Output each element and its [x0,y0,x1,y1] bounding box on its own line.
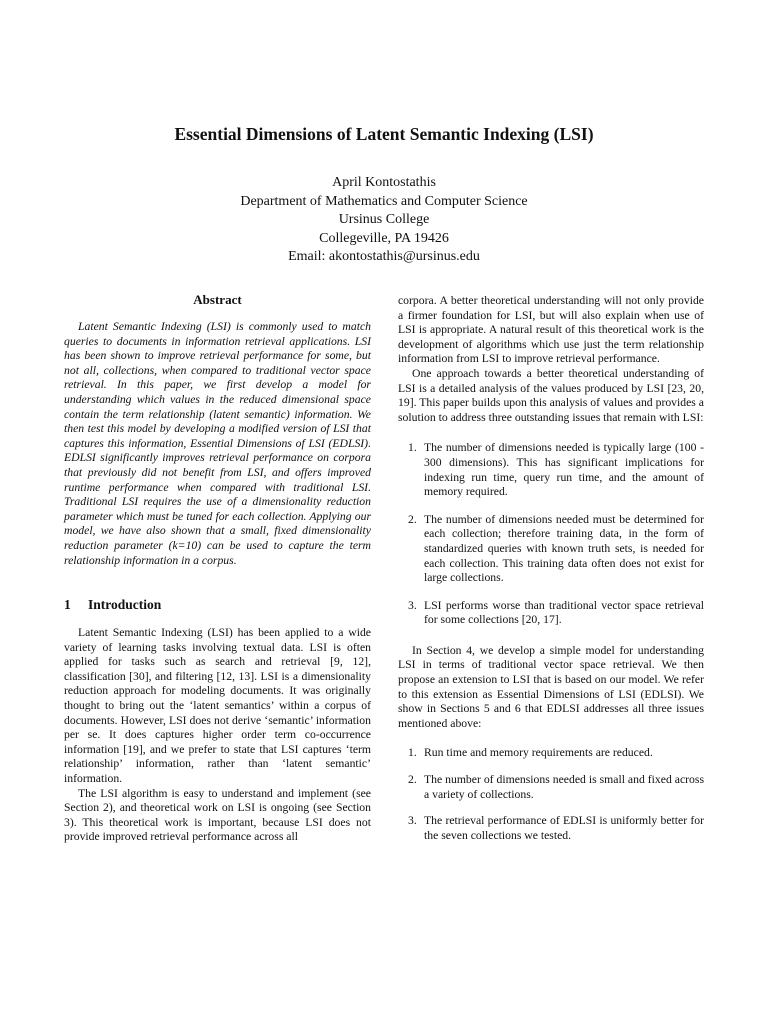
section-number: 1 [64,597,71,613]
list-item [398,599,704,628]
author-name: April Kontostathis [332,175,436,190]
right-paragraph-2: One approach towards a better theoretical understanding of LSI is a detailed analysis of the values produced by LSI [23, 20, 19]. This paper builds upon this analysis of values and provides a solution to address three outstanding issues that remain with LSI: [398,366,704,424]
list-item-text: The number of dimensions needed must be determined for each collection; therefore training data, in the form of standardized queries with known truth sets, is needed for each collection. This training data often does not exist for large collections. [424,512,704,585]
author-department: Department of Mathematics and Computer Science [240,193,528,209]
issues-list [398,441,704,628]
list-marker: 1. [408,746,417,760]
abstract-heading: Abstract [193,292,242,307]
list-marker: 2. [408,512,417,526]
author-block [0,174,768,267]
right-paragraph-1: corpora. A better theoretical understanding will not only provide a firmer foundation for LSI, but will also explain when use of LSI is appropriate. A natural result of this theoretical work is the development of algorithms which use just the term relationship information from LSI to improve retrieval performance. [398,294,704,366]
right-paragraph-3: In Section 4, we develop a simple model for understanding LSI in terms of traditional vector space retrieval. We then propose an extension to LSI that is based on our model. We refer to this extension as Essential Dimensions of LSI (EDLSI). We show in Sections 5 and 6 that EDLSI addresses all three issues mentioned above: [398,643,704,730]
list-marker: 3. [408,598,417,612]
section-heading-introduction [64,597,371,613]
paper-title: Essential Dimensions of Latent Semantic Indexing (LSI) [174,124,594,144]
list-item [398,746,704,761]
intro-paragraph-1: Latent Semantic Indexing (LSI) has been applied to a wide variety of learning tasks involving textual data. LSI is often applied for tasks such as search and retrieval [9, 12], classification [30], and filtering [12, 13]. LSI is a dimensionality reduction approach for modeling documents. It was originally thought to bring out the ‘latent semantics’ within a corpus of documents. However, LSI does not derive ‘semantic’ information per se. It does captures higher order term co-occurrence information [19], and we prefer to state that LSI captures ‘term relationship’ information, rather than ‘latent semantic’ information. [64,626,371,786]
list-item-text: The number of dimensions needed is typically large (100 - 300 dimensions). This has significant implications for indexing run time, query run time, and the amount of memory required. [424,441,704,499]
abstract-text: Latent Semantic Indexing (LSI) is commonly used to match queries to documents in information retrieval applications. LSI has been shown to improve retrieval performance for some, but not all, collections, when compared to traditional vector space retrieval. In this paper, we first develop a model for understanding which values in the reduced dimensional space contain the term relationship (latent semantic) information. We then test this model by developing a modified version of LSI that captures this information, Essential Dimensions of LSI (EDLSI). EDLSI significantly improves retrieval performance on corpora that previously did not benefit from LSI, and offers improved runtime performance when compared with traditional LSI. Traditional LSI requires the use of a dimensionality reduction parameter which must be tuned for each collection. Applying our model, we have also shown that a small, fixed dimensionality reduction parameter (k=10) can be used to capture the term relationship information in a corpus. [64,320,371,567]
list-marker: 2. [408,773,417,787]
author-address: Collegeville, PA 19426 [319,230,449,246]
list-item-text: LSI performs worse than traditional vector space retrieval for some collections [20, 17]. [424,598,704,627]
author-institution: Ursinus College [338,212,430,228]
author-email: Email: akontostathis@ursinus.edu [288,249,480,265]
results-list [398,746,704,843]
left-column [64,292,371,845]
list-marker: 1. [408,441,417,455]
list-marker: 3. [408,814,417,828]
right-column [398,294,704,843]
list-item [398,814,704,843]
list-item-text: The retrieval performance of EDLSI is uniformly better for the seven collections we tested. [424,814,704,842]
list-item [398,441,704,499]
intro-paragraph-2: The LSI algorithm is easy to understand and implement (see Section 2), and theoretical work on LSI is ongoing (see Section 3). This theoretical work is important, because LSI does not provide improved retrieval performance across all [64,786,371,844]
list-item [398,513,704,586]
section-title: Introduction [88,597,162,613]
list-item [398,773,704,802]
list-item-text: The number of dimensions needed is small and fixed across a variety of collections. [424,773,704,801]
list-item-text: Run time and memory requirements are reduced. [424,746,653,760]
